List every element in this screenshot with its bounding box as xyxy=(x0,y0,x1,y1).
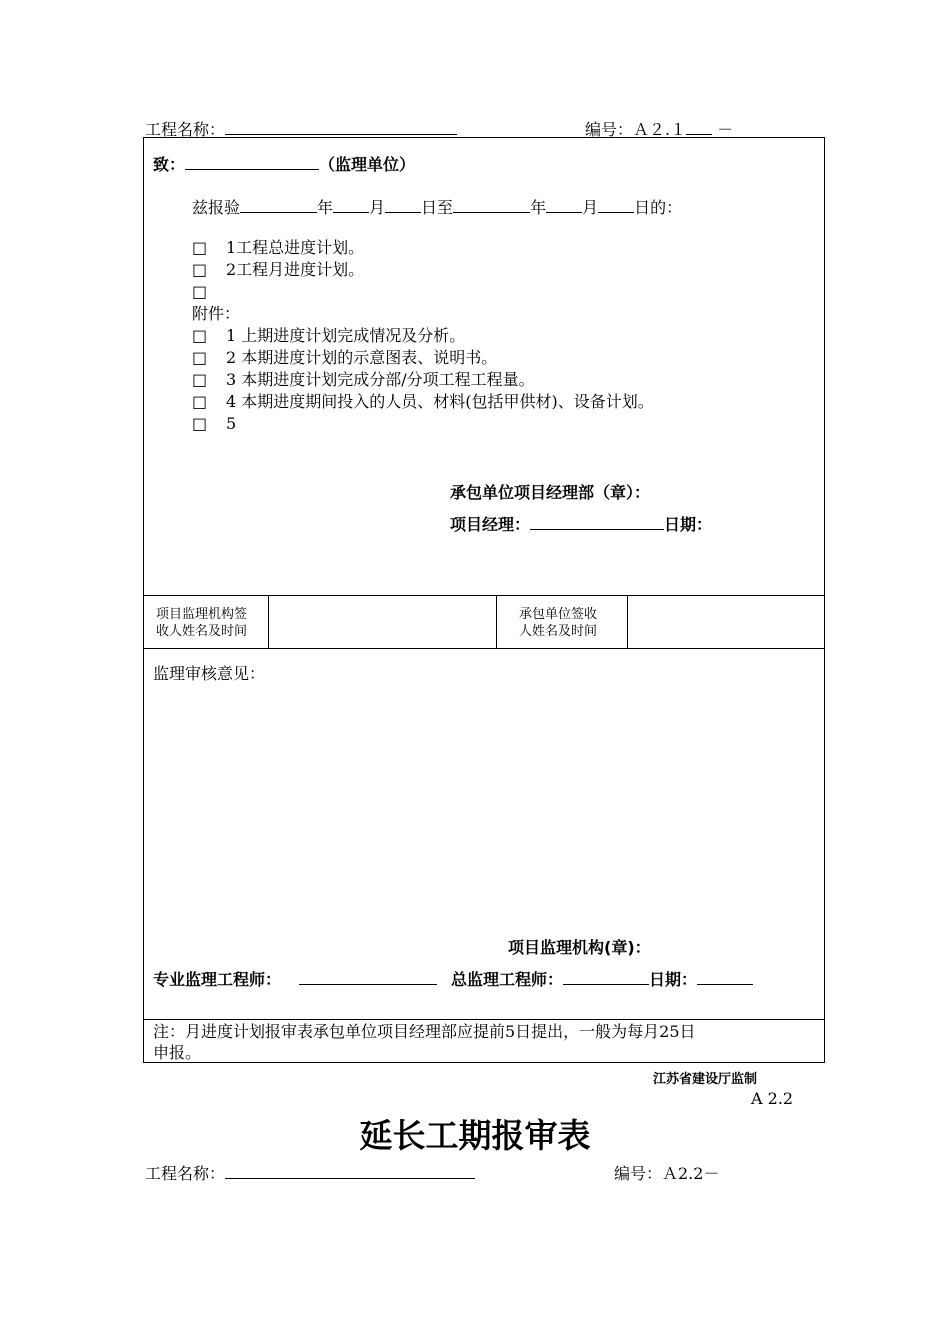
contractor-receiver-field[interactable] xyxy=(629,597,823,647)
checkbox[interactable]: □ xyxy=(192,238,208,257)
engineer-sign-row xyxy=(153,967,753,990)
end-day-field[interactable] xyxy=(598,198,634,213)
text: 月 xyxy=(582,198,599,217)
engineer-field[interactable] xyxy=(299,970,437,985)
list-item xyxy=(192,347,654,369)
form-number: 编号：Ａ2.2－ xyxy=(614,1164,720,1183)
item-text: 2 本期进度计划的示意图表、说明书。 xyxy=(226,348,498,367)
text: 日至 xyxy=(421,198,454,217)
chief-engineer-label: 总监理工程师： xyxy=(451,970,564,989)
item-text: 4 本期进度期间投入的人员、材料(包括甲供材)、设备计划。 xyxy=(226,392,654,411)
attachments-label: 附件： xyxy=(192,304,241,323)
item-text: 5 xyxy=(226,414,237,433)
supervision-receiver-label xyxy=(156,606,247,640)
supervision-receiver-field[interactable] xyxy=(270,597,494,647)
addressee-suffix: （监理单位） xyxy=(319,155,416,174)
form-number-label: 编号：Ａ２.１ xyxy=(585,120,687,139)
form-number-field[interactable] xyxy=(686,120,712,135)
end-year-field[interactable] xyxy=(453,198,530,213)
text: 年 xyxy=(317,198,334,217)
divider xyxy=(627,595,628,648)
text: 年 xyxy=(530,198,547,217)
project-name-field[interactable] xyxy=(225,1164,475,1179)
supervision-unit-field[interactable] xyxy=(185,155,319,170)
divider xyxy=(143,1019,825,1020)
end-month-field[interactable] xyxy=(546,198,582,213)
text: 收人姓名及时间 xyxy=(156,624,248,639)
text: 日的： xyxy=(634,198,683,217)
text: 人姓名及时间 xyxy=(519,624,598,639)
checkbox[interactable]: □ xyxy=(192,260,208,279)
contractor-receiver-label xyxy=(519,606,597,640)
project-manager-row xyxy=(450,512,712,535)
addressee-label: 致： xyxy=(153,155,186,174)
next-form-code: A 2.2 xyxy=(751,1089,794,1108)
form-note xyxy=(153,1021,696,1063)
checkbox[interactable]: □ xyxy=(192,370,208,389)
item-text: 2工程月进度计划。 xyxy=(226,260,365,279)
item-text: 1工程总进度计划。 xyxy=(226,238,365,257)
checkbox[interactable]: □ xyxy=(192,392,208,411)
list-item xyxy=(192,369,654,391)
issuer-label: 江苏省建设厅监制 xyxy=(653,1072,758,1087)
list-item xyxy=(192,259,654,281)
list-item xyxy=(192,237,654,259)
contractor-seal-label: 承包单位项目经理部（章）： xyxy=(450,483,651,502)
text: 项目监理机构签 xyxy=(156,607,248,622)
project-name-row xyxy=(145,1161,475,1184)
project-name-field[interactable] xyxy=(225,120,457,135)
date-field[interactable] xyxy=(697,970,753,985)
start-day-field[interactable] xyxy=(385,198,421,213)
checkbox[interactable]: □ xyxy=(192,348,208,367)
submission-period-row xyxy=(192,195,682,218)
chief-engineer-field[interactable] xyxy=(563,970,649,985)
project-name-label: 工程名称： xyxy=(145,120,226,139)
page-title: 延长工期报审表 xyxy=(359,1116,591,1155)
text: 申报。 xyxy=(153,1043,202,1062)
text: 承包单位签收 xyxy=(519,607,598,622)
divider xyxy=(143,648,825,649)
engineer-label: 专业监理工程师： xyxy=(153,970,282,989)
plan-items xyxy=(192,237,654,435)
list-item xyxy=(192,281,654,303)
project-manager-field[interactable] xyxy=(530,515,664,530)
addressee-row xyxy=(153,152,415,175)
checkbox[interactable]: □ xyxy=(192,414,208,433)
date-label: 日期： xyxy=(649,970,698,989)
list-item xyxy=(192,413,654,435)
text: 兹报验 xyxy=(192,198,241,217)
form-number-tail: － xyxy=(717,120,734,139)
divider xyxy=(268,595,269,648)
start-month-field[interactable] xyxy=(333,198,369,213)
supervision-seal-label: 项目监理机构(章)： xyxy=(508,938,651,957)
list-item xyxy=(192,391,654,413)
text: 月 xyxy=(369,198,386,217)
item-text: 1 上期进度计划完成情况及分析。 xyxy=(226,326,466,345)
review-opinion-label: 监理审核意见： xyxy=(153,664,266,683)
item-text: 3 本期进度计划完成分部/分项工程工程量。 xyxy=(226,370,535,389)
divider xyxy=(496,595,497,648)
checkbox[interactable]: □ xyxy=(192,326,208,345)
start-year-field[interactable] xyxy=(240,198,317,213)
project-name-label: 工程名称： xyxy=(145,1164,226,1183)
checkbox[interactable]: □ xyxy=(192,282,208,301)
date-label: 日期： xyxy=(664,515,713,534)
text: 注：月进度计划报审表承包单位项目经理部应提前5日提出，一般为每月25日 xyxy=(153,1022,696,1041)
list-item xyxy=(192,325,654,347)
review-opinion-field[interactable] xyxy=(153,688,813,918)
project-manager-label: 项目经理： xyxy=(450,515,531,534)
divider xyxy=(143,595,825,596)
